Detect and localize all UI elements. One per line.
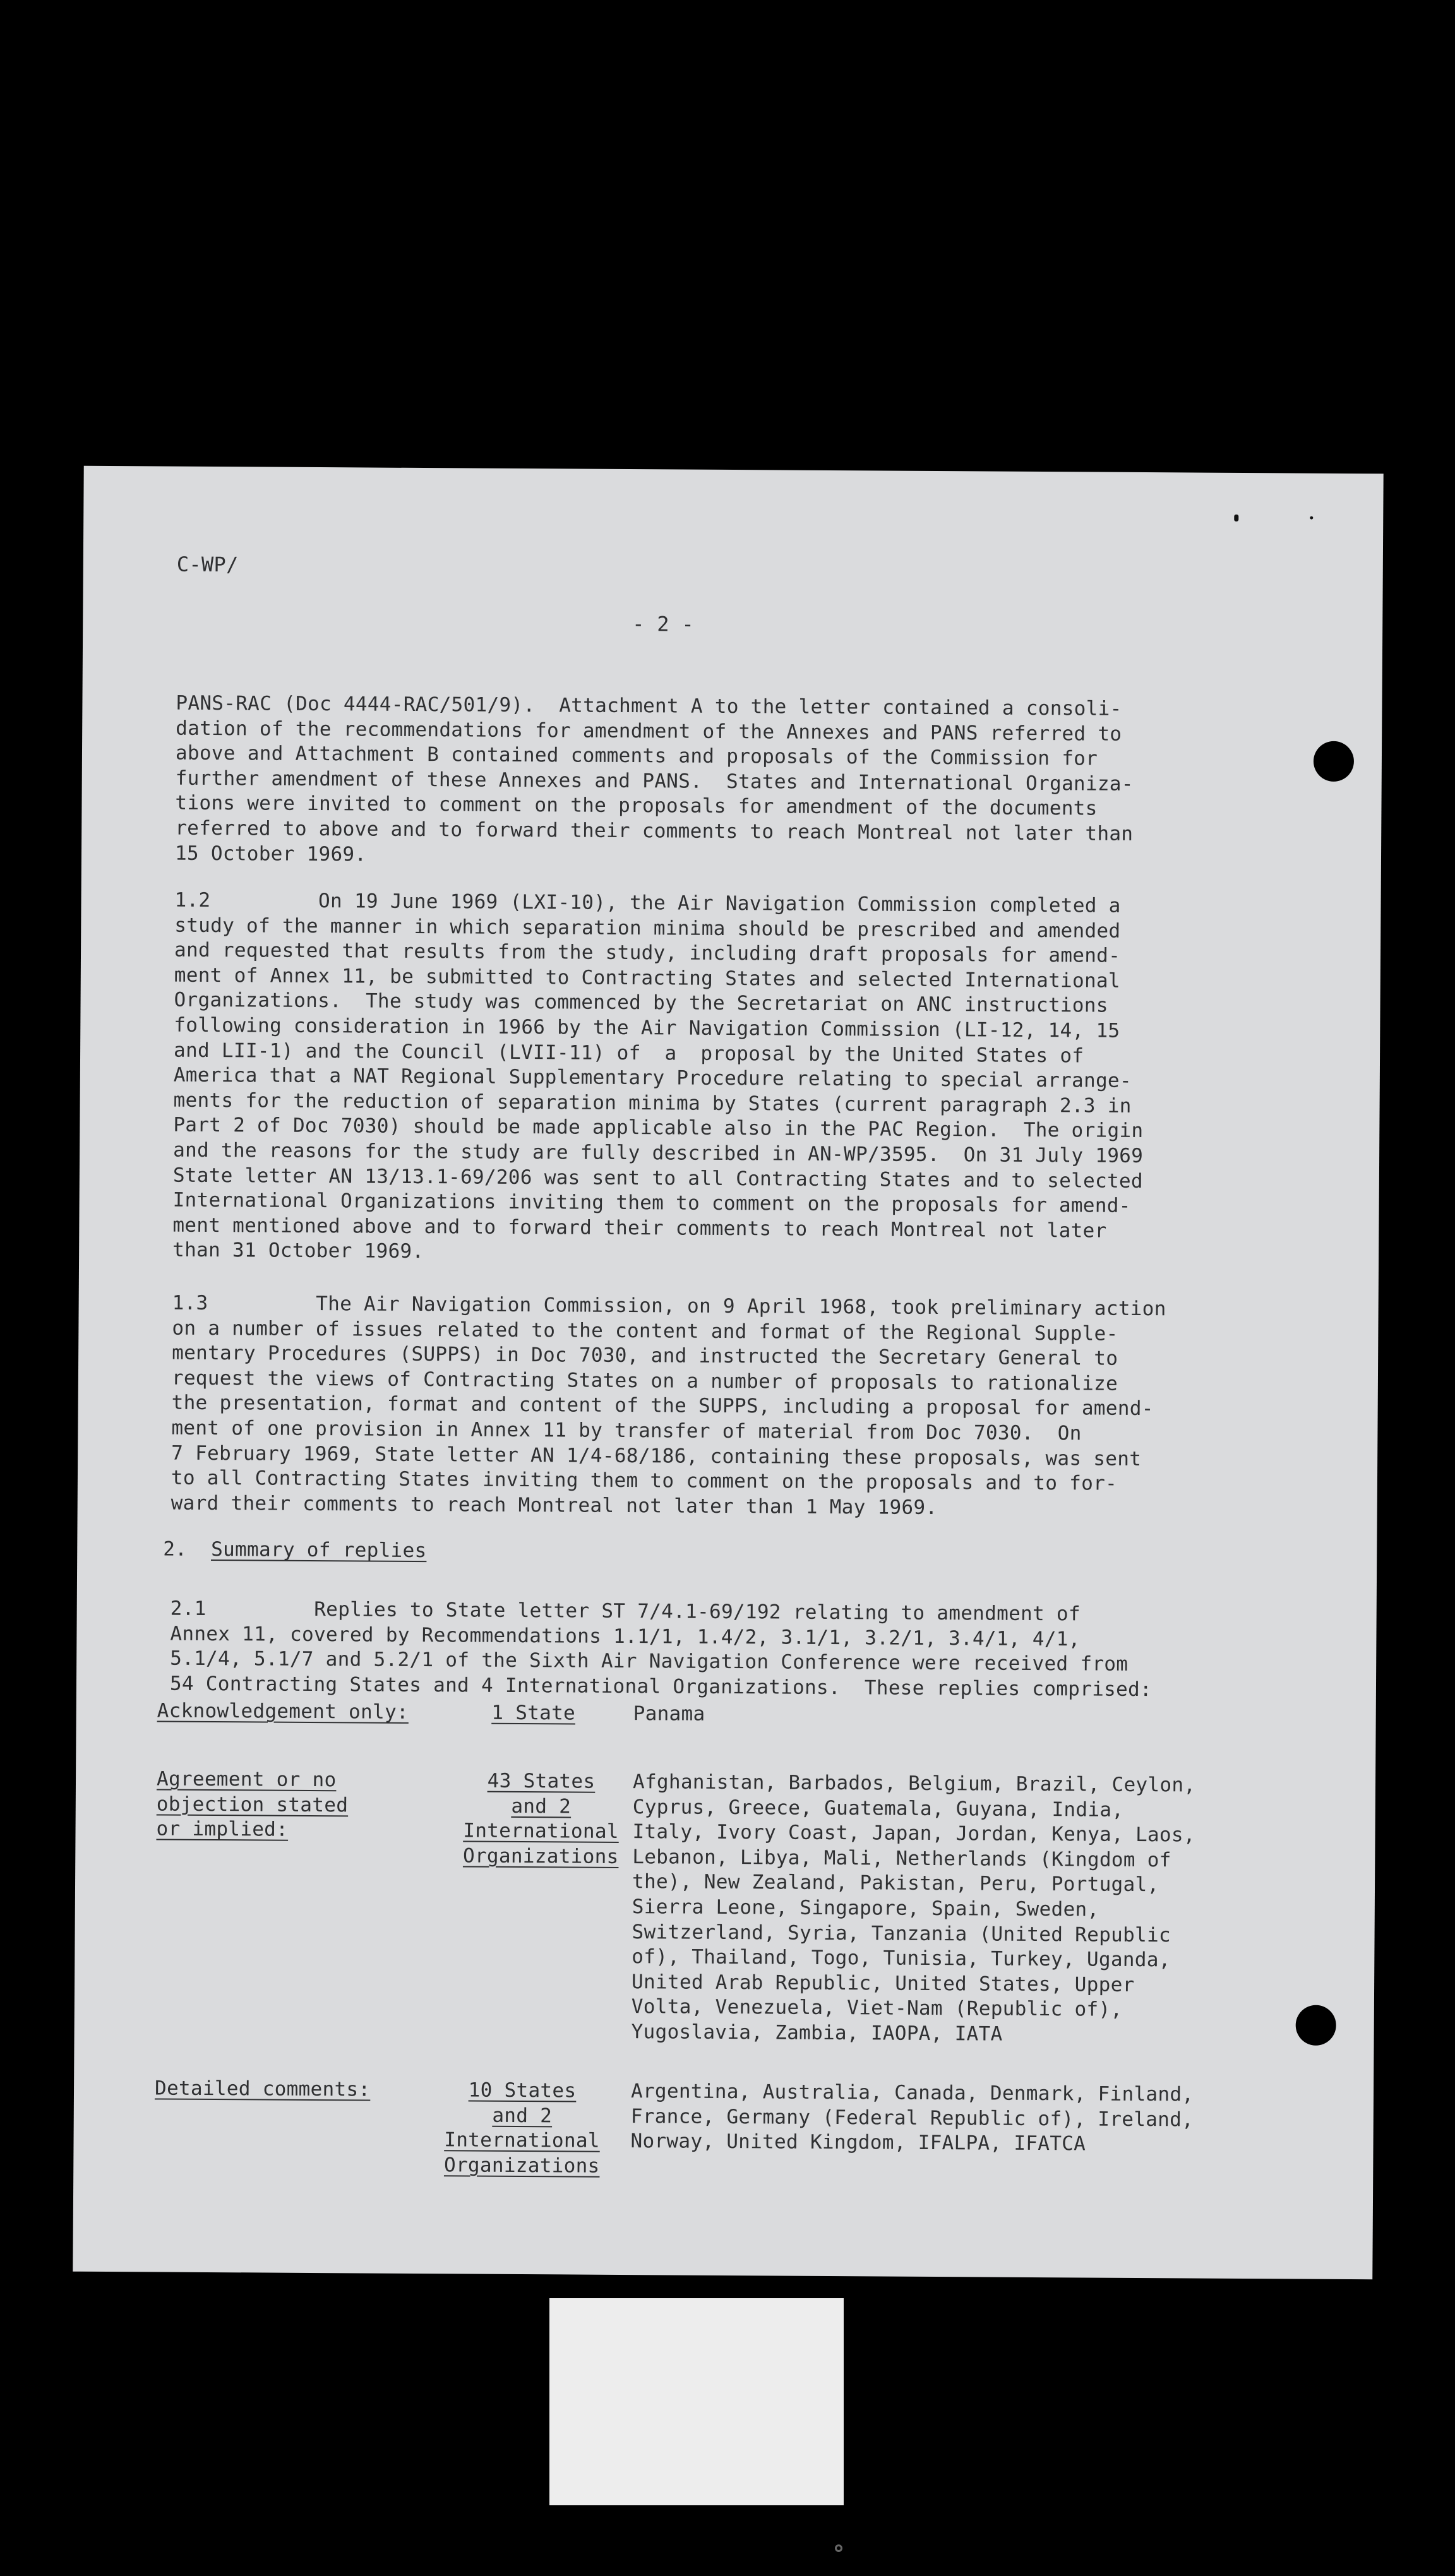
document-page	[73, 466, 1383, 2280]
blank-paper-slip	[549, 2298, 844, 2505]
reply-category-label: Detailed comments:	[154, 2077, 371, 2101]
film-mark	[835, 2544, 842, 2552]
paragraph-1-2: 1.2 On 19 June 1969 (LXI-10), the Air Navigation Commission completed a study of the manner in which separation minima should be prescribed and amended and requested that results from the study, including draft proposals for amend- ment of Annex 11, be submitted to Contracting States and selected International Organizations. The study was commenced by the Secretariat on ANC instructions following consideration in 1966 by the Air Navigation Commission (LI-12, 14, 15 and LII-1) and the Council (LVII-11) of a proposal by the United States of America that a NAT Regional Supplementary Procedure relating to special arrange- ments for the reduction of separation minima by States (current paragraph 2.3 in Part 2 of Doc 7030) should be made applicable also in the PAC Region. The origin and the reasons for the study are fully described in AN-WP/3595. On 31 July 1969 State letter AN 13/13.1-69/206 was sent to all Contracting States and to selected International Organizations inviting them to comment on the proposals for amend- ment mentioned above and to forward their comments to reach Montreal not later than 31 October 1969.	[172, 888, 1144, 1263]
reply-list: Argentina, Australia, Canada, Denmark, Finland, France, Germany (Federal Republic of), Ireland, Norway, United Kingdom, IFALPA, IFATCA	[630, 2080, 1194, 2156]
reply-category-label: Agreement or no objection stated or implied:	[156, 1767, 349, 1841]
section-2-heading	[163, 1537, 426, 1564]
paper-speck	[1310, 516, 1313, 520]
paragraph-1-3: 1.3 The Air Navigation Commission, on 9 April 1968, took preliminary action on a number of issues related to the content and format of the Regional Supple- mentary Procedures (SUPPS) in Doc 7030, and instructed the Secretary General to request the views of Contracting States on a number of proposals to rationalize the presentation, format and content of the SUPPS, including a proposal for amend- ment of one provision in Annex 11 by transfer of material from Doc 7030. On 7 February 1969, State letter AN 1/4-68/186, containing these proposals, was sent to all Contracting States inviting them to comment on the proposals and to for- ward their comments to reach Montreal not later than 1 May 1969.	[171, 1291, 1166, 1519]
paragraph-2-1: 2.1 Replies to State letter ST 7/4.1-69/192 relating to amendment of Annex 11, covered by Recommendations 1.1/1, 1.4/2, 3.1/1, 3.2/1, 3.4/1, 4/1, 5.1/4, 5.1/7 and 5.2/1 of the Sixth Air Navigation Conference were received from 54 Contracting States and 4 International Organizations. These replies comprised:	[169, 1597, 1153, 1701]
section-2-title: Summary of replies	[211, 1538, 427, 1563]
punch-hole-bottom	[1296, 2005, 1336, 2046]
document-code: C-WP/	[176, 552, 239, 577]
reply-count: 1 State	[491, 1701, 576, 1725]
reply-count: 10 States and 2 International Organizations	[443, 2078, 600, 2178]
reply-list: Panama	[633, 1702, 705, 1726]
reply-category-label: Acknowledgement only:	[157, 1699, 409, 1724]
intro-paragraph: PANS-RAC (Doc 4444-RAC/501/9). Attachment A to the letter contained a consoli- dation of the recommendations for amendment of the Annexes and PANS referred to above and Attachment B contained comments and proposals of the Commission for further amendment of these Annexes and PANS. States and International Organiza- tions were invited to comment on the proposals for amendment of the documents referred to above and to forward their comments to reach Montreal not later than 15 October 1969.	[174, 691, 1134, 866]
reply-count: 43 States and 2 International Organizations	[462, 1769, 619, 1868]
section-2-number: 2.	[163, 1537, 188, 1561]
page-number: - 2 -	[632, 612, 695, 636]
reply-list: Afghanistan, Barbados, Belgium, Brazil, Ceylon, Cyprus, Greece, Guatemala, Guyana, India, Italy, Ivory Coast, Japan, Jordan, Kenya, Laos, Lebanon, Libya, Mali, Netherlands (Kingdom of the), New Zealand, Pakistan, Peru, Portugal, Sierra Leone, Singapore, Spain, Sweden, Switzerland, Syria, Tanzania (United Republic of), Thailand, Togo, Tunisia, Turkey, Uganda, United Arab Republic, United States, Upper Volta, Venezuela, Viet-Nam (Republic of), Yugoslavia, Zambia, IAOPA, IATA	[631, 1770, 1196, 2046]
paper-speck	[1234, 515, 1238, 522]
punch-hole-top	[1314, 741, 1354, 782]
